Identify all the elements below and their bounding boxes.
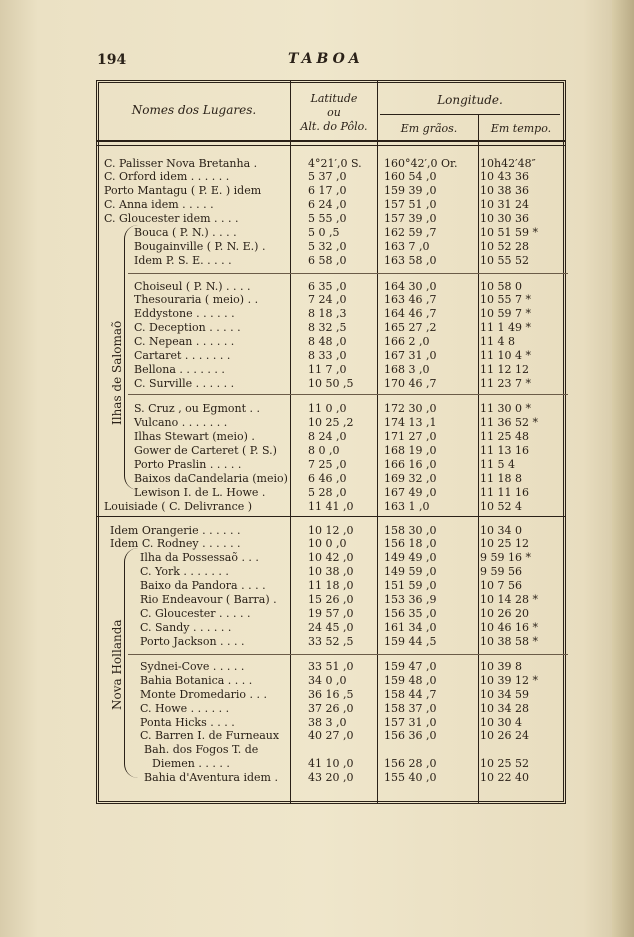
longitude-time-value: 11 18 8 — [480, 472, 522, 485]
longitude-time-value: 10 52 28 — [480, 240, 529, 253]
latitude-value: 10 42 ,0 — [308, 551, 354, 564]
header-latitude-alt: Alt. do Pôlo. — [300, 120, 368, 133]
place-name: Rio Endeavour ( Barra) . — [140, 593, 277, 606]
place-name: C. Surville . . . . . . — [134, 377, 235, 390]
place-name: Bah. dos Fogos T. de — [144, 743, 259, 756]
table-row — [96, 363, 566, 377]
longitude-time-value: 10 7 56 — [480, 579, 522, 592]
longitude-time-value: 9 59 56 — [480, 565, 522, 578]
longitude-time-value: 10 26 20 — [480, 607, 529, 620]
latitude-value: 11 7 ,0 — [308, 363, 347, 376]
place-name: Sydnei-Cove . . . . . — [140, 660, 245, 673]
longitude-time-value: 10 39 12 * — [480, 674, 538, 687]
longitude-degrees-value: 168 19 ,0 — [384, 444, 437, 457]
longitude-degrees-value: 171 27 ,0 — [384, 430, 437, 443]
table-row — [96, 444, 566, 458]
longitude-degrees-value: 157 31 ,0 — [384, 716, 437, 729]
place-name: Porto Praslin . . . . . — [134, 458, 242, 471]
longitude-degrees-value: 159 44 ,5 — [384, 635, 437, 648]
table-row — [96, 702, 566, 716]
table-row — [96, 757, 566, 771]
longitude-degrees-value: 174 13 ,1 — [384, 416, 437, 429]
latitude-value: 5 28 ,0 — [308, 486, 347, 499]
longitude-time-value: 10 38 36 — [480, 184, 529, 197]
table-row — [96, 486, 566, 500]
table-row — [96, 472, 566, 486]
place-name: Lewison I. de L. Howe . — [134, 486, 266, 499]
table-row — [96, 212, 566, 226]
page-gutter — [612, 0, 634, 937]
header-em-tempo: Em tempo. — [490, 122, 552, 135]
table-row — [96, 170, 566, 184]
longitude-time-value: 11 36 52 * — [480, 416, 538, 429]
place-name: Bougainville ( P. N. E.) . — [134, 240, 266, 253]
table-row — [96, 729, 566, 743]
place-name: Baixo da Pandora . . . . — [140, 579, 266, 592]
longitude-degrees-value: 158 37 ,0 — [384, 702, 437, 715]
longitude-degrees-value: 149 49 ,0 — [384, 551, 437, 564]
latitude-value: 19 57 ,0 — [308, 607, 354, 620]
place-name: C. Sandy . . . . . . — [140, 621, 232, 634]
place-name: C. Nepean . . . . . . — [134, 335, 235, 348]
latitude-value: 33 52 ,5 — [308, 635, 354, 648]
place-name: C. Anna idem . . . . . — [104, 198, 214, 211]
latitude-value: 37 26 ,0 — [308, 702, 354, 715]
latitude-value: 5 0 ,5 — [308, 226, 340, 239]
place-name: Thesouraria ( meio) . . — [134, 293, 259, 306]
latitude-value: 10 0 ,0 — [308, 537, 347, 550]
place-name: Bahia d'Aventura idem . — [144, 771, 278, 784]
latitude-value: 6 24 ,0 — [308, 198, 347, 211]
longitude-time-value: 11 13 16 — [480, 444, 529, 457]
place-name: C. Gloucester . . . . . — [140, 607, 251, 620]
place-name: C. Orford idem . . . . . . — [104, 170, 230, 183]
longitude-time-value: 11 25 48 — [480, 430, 529, 443]
longitude-degrees-value: 163 1 ,0 — [384, 500, 430, 513]
table-row — [96, 688, 566, 702]
latitude-value: 8 24 ,0 — [308, 430, 347, 443]
longitude-degrees-value: 156 28 ,0 — [384, 757, 437, 770]
latitude-value: 10 50 ,5 — [308, 377, 354, 390]
longitude-degrees-value: 167 31 ,0 — [384, 349, 437, 362]
table-row — [96, 635, 566, 649]
latitude-value: 43 20 ,0 — [308, 771, 354, 784]
place-name: Porto Mantagu ( P. E. ) idem — [104, 184, 262, 197]
longitude-degrees-value: 153 36 ,9 — [384, 593, 437, 606]
longitude-time-value: 10 39 8 — [480, 660, 522, 673]
longitude-time-value: 10 46 16 * — [480, 621, 538, 634]
latitude-value: 5 55 ,0 — [308, 212, 347, 225]
latitude-value: 8 48 ,0 — [308, 335, 347, 348]
latitude-value: 6 17 ,0 — [308, 184, 347, 197]
table-row — [96, 607, 566, 621]
longitude-time-value: 10h42′48″ — [480, 157, 536, 170]
place-name: C. Gloucester idem . . . . — [104, 212, 239, 225]
longitude-degrees-value: 155 40 ,0 — [384, 771, 437, 784]
table-row — [96, 621, 566, 635]
table-row — [96, 254, 566, 268]
longitude-time-value: 11 5 4 — [480, 458, 515, 471]
table-row — [96, 307, 566, 321]
latitude-value: 41 10 ,0 — [308, 757, 354, 770]
table-row — [96, 551, 566, 565]
place-name: Bouca ( P. N.) . . . . — [134, 226, 237, 239]
latitude-value: 38 3 ,0 — [308, 716, 347, 729]
table-row — [96, 416, 566, 430]
group-label-solomon: Ilhas de Salomaõ — [110, 320, 124, 425]
latitude-value: 6 35 ,0 — [308, 280, 347, 293]
longitude-time-value: 10 30 36 — [480, 212, 529, 225]
longitude-time-value: 10 14 28 * — [480, 593, 538, 606]
header-longitude: Longitude. — [437, 93, 503, 107]
section-separator — [128, 394, 568, 395]
latitude-value: 5 37 ,0 — [308, 170, 347, 183]
longitude-degrees-value: 149 59 ,0 — [384, 565, 437, 578]
table-row — [96, 349, 566, 363]
longitude-time-value: 11 1 49 * — [480, 321, 531, 334]
latitude-value: 11 18 ,0 — [308, 579, 354, 592]
latitude-value: 8 0 ,0 — [308, 444, 340, 457]
place-name: C. York . . . . . . . — [140, 565, 229, 578]
latitude-value: 36 16 ,5 — [308, 688, 354, 701]
latitude-value: 10 12 ,0 — [308, 524, 354, 537]
longitude-degrees-value: 160 54 ,0 — [384, 170, 437, 183]
place-name: Gower de Carteret ( P. S.) — [134, 444, 277, 457]
place-name: Bahia Botanica . . . . — [140, 674, 253, 687]
latitude-value: 15 26 ,0 — [308, 593, 354, 606]
longitude-time-value: 11 4 8 — [480, 335, 515, 348]
longitude-degrees-value: 156 18 ,0 — [384, 537, 437, 550]
place-name: Idem P. S. E. . . . . — [134, 254, 232, 267]
longitude-time-value: 11 12 12 — [480, 363, 529, 376]
longitude-degrees-value: 158 30 ,0 — [384, 524, 437, 537]
table-row — [96, 593, 566, 607]
table-row — [96, 321, 566, 335]
longitude-degrees-value: 166 2 ,0 — [384, 335, 430, 348]
longitude-degrees-value: 159 48 ,0 — [384, 674, 437, 687]
page-number: 194 — [97, 52, 127, 68]
table-row — [96, 565, 566, 579]
longitude-degrees-value: 158 44 ,7 — [384, 688, 437, 701]
place-name: Ilha da Possessaõ . . . — [140, 551, 259, 564]
header-latitude: Latitude — [310, 92, 358, 105]
longitude-time-value: 10 22 40 — [480, 771, 529, 784]
latitude-value: 33 51 ,0 — [308, 660, 354, 673]
longitude-time-value: 10 58 0 — [480, 280, 522, 293]
place-name: C. Palisser Nova Bretanha . — [104, 157, 258, 170]
longitude-time-value: 10 25 12 — [480, 537, 529, 550]
latitude-value: 6 46 ,0 — [308, 472, 347, 485]
table-row — [96, 198, 566, 212]
longitude-time-value: 10 25 52 — [480, 757, 529, 770]
longitude-degrees-value: 172 30 ,0 — [384, 402, 437, 415]
longitude-time-value: 10 38 58 * — [480, 635, 538, 648]
table-row — [96, 226, 566, 240]
place-name: Ponta Hicks . . . . — [140, 716, 235, 729]
place-name: Baixos daCandelaria (meio) — [134, 472, 288, 485]
place-name: Idem Orangerie . . . . . . — [110, 524, 241, 537]
table-row — [96, 430, 566, 444]
longitude-degrees-value: 159 39 ,0 — [384, 184, 437, 197]
header-latitude-ou: ou — [327, 106, 341, 119]
table-row — [96, 280, 566, 294]
latitude-value: 34 0 ,0 — [308, 674, 347, 687]
longitude-degrees-value: 167 49 ,0 — [384, 486, 437, 499]
longitude-time-value: 11 23 7 * — [480, 377, 531, 390]
place-name: Monte Dromedario . . . — [140, 688, 268, 701]
place-name: Ilhas Stewart (meio) . — [134, 430, 255, 443]
section-separator — [128, 273, 568, 274]
longitude-degrees-value: 159 47 ,0 — [384, 660, 437, 673]
table-row — [96, 537, 566, 551]
place-name: Eddystone . . . . . . — [134, 307, 235, 320]
table-row — [96, 377, 566, 391]
latitude-value: 40 27 ,0 — [308, 729, 354, 742]
place-name: Choiseul ( P. N.) . . . . — [134, 280, 251, 293]
longitude-degrees-value: 169 32 ,0 — [384, 472, 437, 485]
latitude-value: 7 25 ,0 — [308, 458, 347, 471]
longitude-time-value: 10 51 59 * — [480, 226, 538, 239]
table-row — [96, 500, 566, 514]
place-name: Vulcano . . . . . . . — [134, 416, 228, 429]
place-name: Louisiade ( C. Delivrance ) — [104, 500, 253, 513]
table-row — [96, 674, 566, 688]
longitude-degrees-value: 164 46 ,7 — [384, 307, 437, 320]
place-name: Cartaret . . . . . . . — [134, 349, 231, 362]
place-name: Porto Jackson . . . . — [140, 635, 245, 648]
longitude-degrees-value: 161 34 ,0 — [384, 621, 437, 634]
longitude-degrees-value: 156 36 ,0 — [384, 729, 437, 742]
longitude-time-value: 10 31 24 — [480, 198, 529, 211]
table-row — [96, 335, 566, 349]
place-name: C. Barren I. de Furneaux — [140, 729, 280, 742]
longitude-time-value: 9 59 16 * — [480, 551, 531, 564]
longitude-degrees-value: 151 59 ,0 — [384, 579, 437, 592]
group-label-holland: Nova Hollanda — [110, 619, 124, 710]
longitude-time-value: 11 11 16 — [480, 486, 529, 499]
table-row — [96, 184, 566, 198]
header-em-graos: Em grãos. — [400, 122, 458, 135]
longitude-time-value: 10 30 4 — [480, 716, 522, 729]
table-row — [96, 660, 566, 674]
longitude-time-value: 10 59 7 * — [480, 307, 531, 320]
place-name: Idem C. Rodney . . . . . . — [110, 537, 241, 550]
latitude-value: 8 32 ,5 — [308, 321, 347, 334]
latitude-value: 6 58 ,0 — [308, 254, 347, 267]
table-row — [96, 402, 566, 416]
latitude-value: 8 33 ,0 — [308, 349, 347, 362]
latitude-value: 7 24 ,0 — [308, 293, 347, 306]
table-row — [96, 579, 566, 593]
table-row — [96, 458, 566, 472]
longitude-degrees-value: 164 30 ,0 — [384, 280, 437, 293]
header-bottom-line — [96, 140, 566, 142]
longitude-time-value: 10 43 36 — [480, 170, 529, 183]
header-names: Nomes dos Lugares. — [131, 103, 257, 117]
longitude-time-value: 10 52 4 — [480, 500, 522, 513]
latitude-value: 4°21′,0 S. — [308, 157, 362, 170]
latitude-value: 10 38 ,0 — [308, 565, 354, 578]
longitude-time-value: 10 26 24 — [480, 729, 529, 742]
longitude-degrees-value: 156 35 ,0 — [384, 607, 437, 620]
latitude-value: 5 32 ,0 — [308, 240, 347, 253]
longitude-time-value: 11 10 4 * — [480, 349, 531, 362]
latitude-value: 8 18 ,3 — [308, 307, 347, 320]
header-bottom-line-2 — [96, 145, 566, 146]
table-row — [96, 524, 566, 538]
longitude-degrees-value: 163 46 ,7 — [384, 293, 437, 306]
table-row — [96, 157, 566, 171]
longitude-degrees-value: 160°42′,0 Or. — [384, 157, 458, 170]
place-name: Bellona . . . . . . . — [134, 363, 225, 376]
longitude-time-value: 10 34 28 — [480, 702, 529, 715]
latitude-value: 10 25 ,2 — [308, 416, 354, 429]
place-name: Diemen . . . . . — [152, 757, 230, 770]
longitude-subheader-line — [380, 114, 560, 115]
table-row — [96, 240, 566, 254]
longitude-degrees-value: 157 51 ,0 — [384, 198, 437, 211]
longitude-degrees-value: 165 27 ,2 — [384, 321, 437, 334]
section-separator — [128, 654, 568, 655]
longitude-degrees-value: 170 46 ,7 — [384, 377, 437, 390]
longitude-time-value: 10 34 59 — [480, 688, 529, 701]
latitude-value: 24 45 ,0 — [308, 621, 354, 634]
longitude-degrees-value: 163 58 ,0 — [384, 254, 437, 267]
longitude-time-value: 11 30 0 * — [480, 402, 531, 415]
latitude-value: 11 41 ,0 — [308, 500, 354, 513]
longitude-degrees-value: 162 59 ,7 — [384, 226, 437, 239]
table-row — [96, 743, 566, 757]
table-row — [96, 716, 566, 730]
longitude-time-value: 10 55 7 * — [480, 293, 531, 306]
running-head: TABOA — [288, 51, 364, 67]
longitude-degrees-value: 157 39 ,0 — [384, 212, 437, 225]
longitude-time-value: 10 34 0 — [480, 524, 522, 537]
place-name: C. Deception . . . . . — [134, 321, 241, 334]
latitude-value: 11 0 ,0 — [308, 402, 347, 415]
section-separator — [96, 516, 566, 517]
table-row — [96, 771, 566, 785]
longitude-time-value: 10 55 52 — [480, 254, 529, 267]
place-name: S. Cruz , ou Egmont . . — [134, 402, 261, 415]
table-row — [96, 293, 566, 307]
longitude-degrees-value: 163 7 ,0 — [384, 240, 430, 253]
longitude-degrees-value: 168 3 ,0 — [384, 363, 430, 376]
longitude-degrees-value: 166 16 ,0 — [384, 458, 437, 471]
place-name: C. Howe . . . . . . — [140, 702, 230, 715]
